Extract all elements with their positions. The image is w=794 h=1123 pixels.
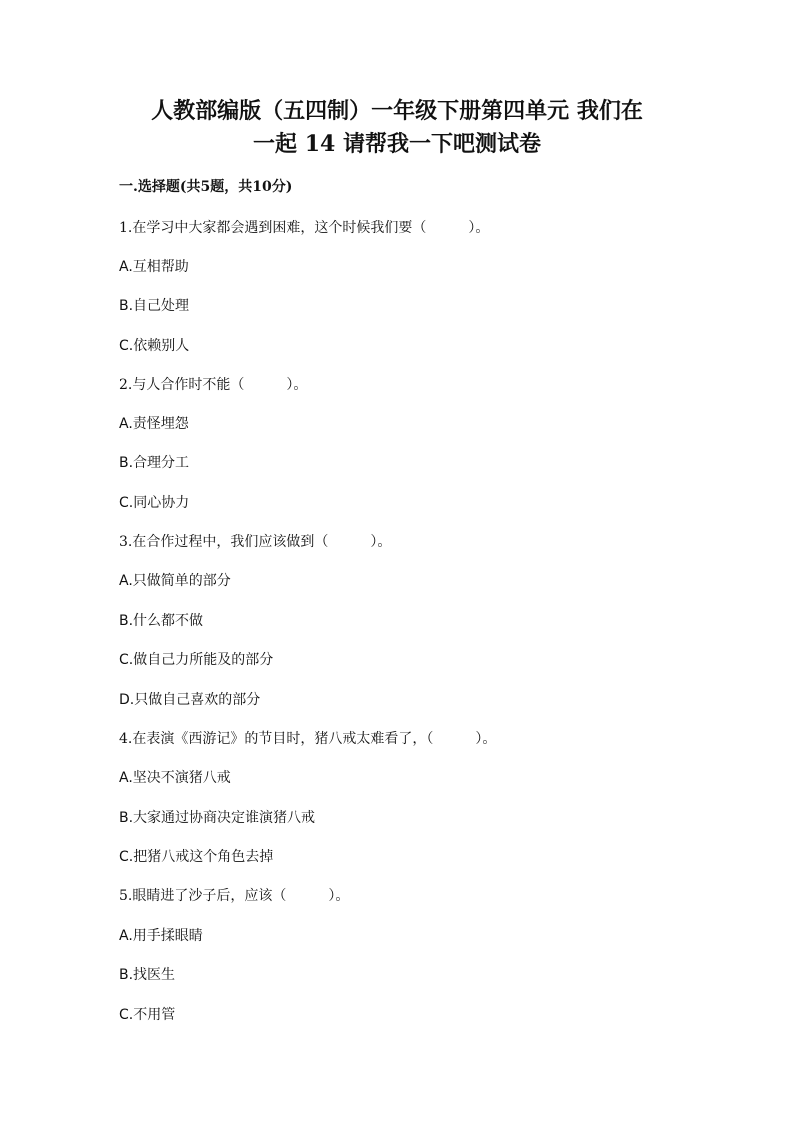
question-5-option-c: C.不用管 bbox=[119, 1007, 176, 1023]
question-3-option-a: A.只做简单的部分 bbox=[119, 573, 231, 589]
document-title-line-2: 一起 14 请帮我一下吧测试卷 bbox=[253, 131, 541, 157]
document-title-line-1: 人教部编版（五四制）一年级下册第四单元 我们在 bbox=[151, 98, 643, 124]
question-4-option-a: A.坚决不演猪八戒 bbox=[119, 770, 231, 786]
question-1-option-b: B.自己处理 bbox=[119, 298, 190, 314]
question-1-option-a: A.互相帮助 bbox=[119, 259, 189, 275]
question-3-option-d: D.只做自己喜欢的部分 bbox=[119, 692, 261, 708]
question-2-option-c: C.同心协力 bbox=[119, 495, 190, 511]
question-4-option-c: C.把猪八戒这个角色去掉 bbox=[119, 849, 274, 865]
question-1-option-c: C.依赖别人 bbox=[119, 338, 190, 354]
question-2-option-a: A.责怪埋怨 bbox=[119, 416, 189, 432]
question-2-option-b: B.合理分工 bbox=[119, 455, 190, 471]
question-3-option-b: B.什么都不做 bbox=[119, 613, 204, 629]
question-5-option-b: B.找医生 bbox=[119, 967, 176, 983]
question-5-option-a: A.用手揉眼睛 bbox=[119, 928, 203, 944]
question-1-stem: 1.在学习中大家都会遇到困难，这个时候我们要（ ）。 bbox=[119, 220, 490, 236]
question-3-stem: 3.在合作过程中，我们应该做到（ ）。 bbox=[119, 534, 392, 550]
question-4-stem: 4.在表演《西游记》的节目时，猪八戒太难看了，（ ）。 bbox=[119, 731, 497, 747]
question-5-stem: 5.眼睛进了沙子后，应该（ ）。 bbox=[119, 888, 350, 904]
question-2-stem: 2.与人合作时不能（ ）。 bbox=[119, 377, 308, 393]
question-3-option-c: C.做自己力所能及的部分 bbox=[119, 652, 274, 668]
question-4-option-b: B.大家通过协商决定谁演猪八戒 bbox=[119, 810, 316, 826]
section-heading: 一.选择题(共5题，共10分) bbox=[119, 179, 293, 195]
